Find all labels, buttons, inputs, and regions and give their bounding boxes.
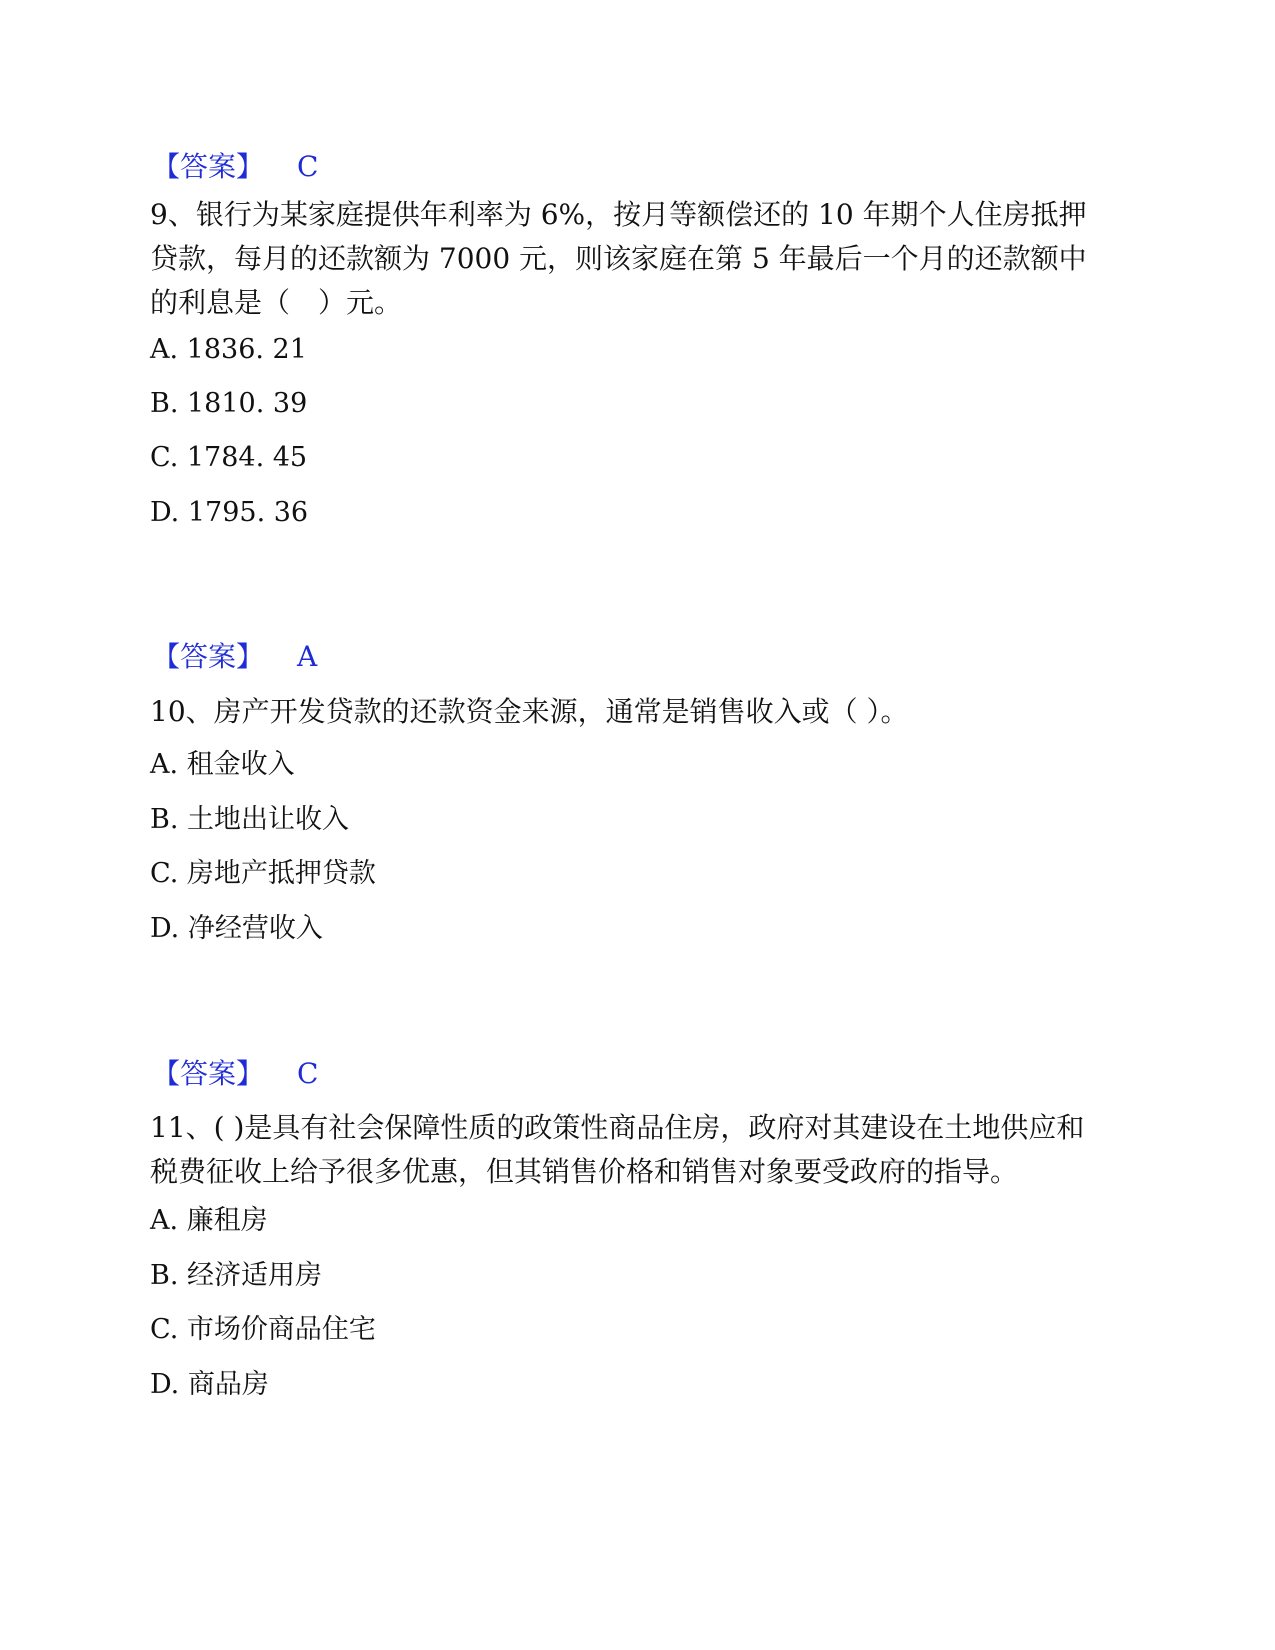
option-11-c: C. 市场价商品住宅 [150, 1314, 376, 1345]
answer-value: C [297, 150, 319, 183]
option-9-a: A. 1836. 21 [150, 334, 307, 365]
answer-line-3 [152, 1054, 319, 1094]
option-10-d: D. 净经营收入 [150, 913, 323, 944]
option-11-a: A. 廉租房 [150, 1205, 268, 1236]
option-11-d: D. 商品房 [150, 1369, 269, 1400]
option-11-b: B. 经济适用房 [150, 1260, 323, 1291]
answer-line-2 [152, 637, 318, 677]
answer-value: C [297, 1057, 319, 1090]
option-9-c: C. 1784. 45 [150, 442, 308, 473]
answer-value: A [297, 640, 318, 673]
option-9-b: B. 1810. 39 [150, 388, 308, 419]
option-10-a: A. 租金收入 [150, 749, 295, 780]
answer-tag: 【答案】 [152, 640, 265, 673]
option-10-b: B. 土地出让收入 [150, 804, 350, 835]
answer-line-1 [152, 147, 319, 187]
answer-tag: 【答案】 [152, 1057, 265, 1090]
answer-tag: 【答案】 [152, 150, 265, 183]
question-10: 10、房产开发贷款的还款资金来源，通常是销售收入或（ ）。 [150, 695, 909, 728]
option-9-d: D. 1795. 36 [150, 497, 309, 528]
option-10-c: C. 房地产抵押贷款 [150, 858, 376, 889]
question-9: 9、银行为某家庭提供年利率为 6%，按月等额偿还的 10 年期个人住房抵押贷款，每月的还款额为 7000 元，则该家庭在第 5 年最后一个月的还款额中的利息是（ ）元。 [150, 198, 1087, 319]
question-11: 11、( )是具有社会保障性质的政策性商品住房，政府对其建设在土地供应和税费征收上给予很多优惠，但其销售价格和销售对象要受政府的指导。 [150, 1111, 1085, 1188]
